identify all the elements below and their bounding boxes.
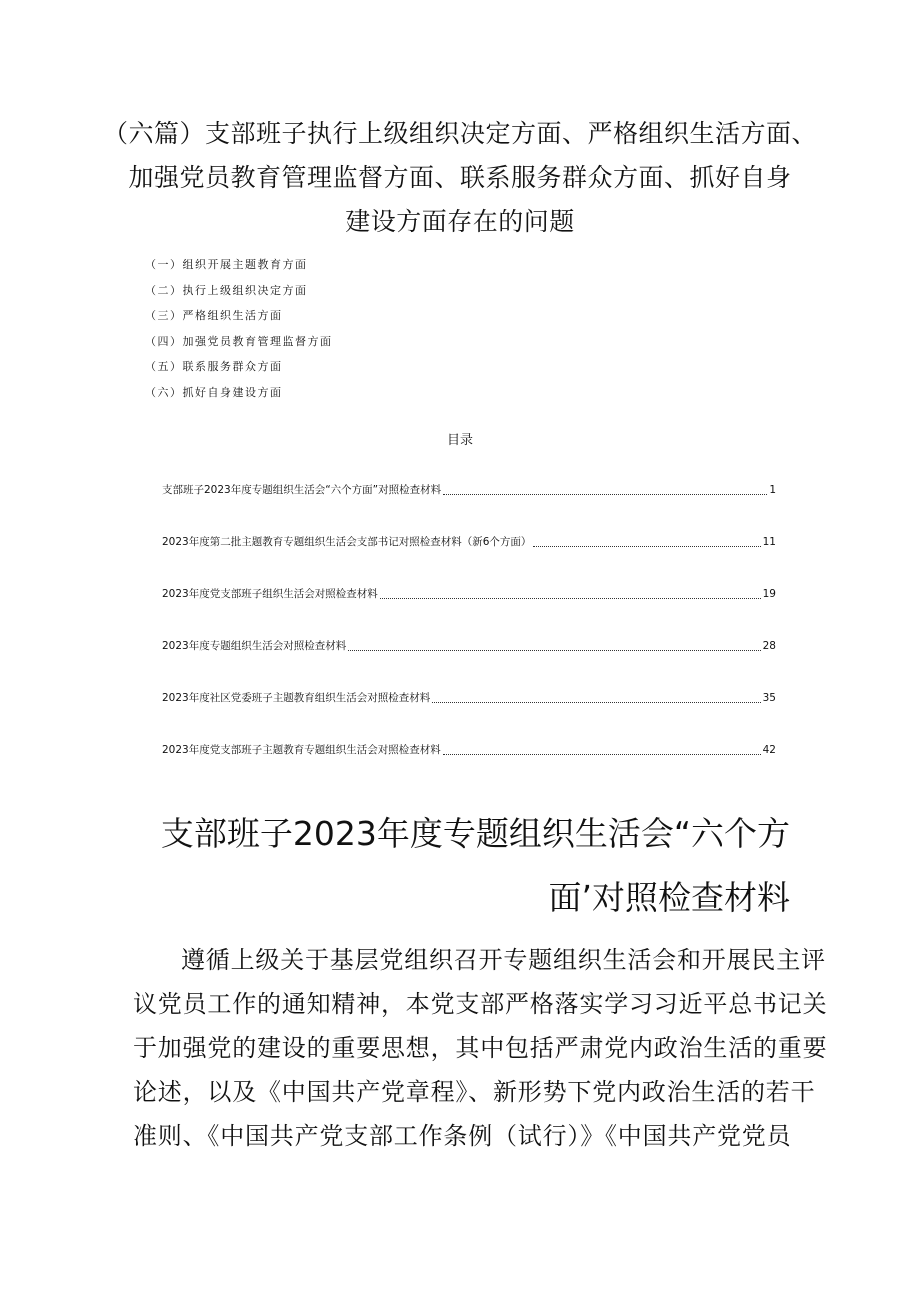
toc-entry-link[interactable] <box>162 584 776 636</box>
toc-entry-title: 2023年度社区党委班子主题教育组织生活会对照检查材料 <box>162 692 431 704</box>
toc-entry-page: 42 <box>762 744 776 756</box>
document-title-line: 建设方面存在的问题 <box>345 207 575 236</box>
section-heading-line: 支部班子2023年度专题组织生活会“六个方 <box>160 814 790 853</box>
toc-entry-page: 11 <box>762 536 776 548</box>
outline-item: （五）联系服务群众方面 <box>145 360 283 373</box>
toc-dot-leader <box>432 694 760 703</box>
toc-dot-leader <box>443 746 761 755</box>
toc-entry-link[interactable] <box>162 480 776 532</box>
toc-entry-title: 2023年度第二批主题教育专题组织生活会支部书记对照检查材料（新6个方面） <box>162 536 532 548</box>
outline-item: （二）执行上级组织决定方面 <box>145 283 308 297</box>
outline-item: （三）严格组织生活方面 <box>145 309 283 322</box>
table-of-contents <box>162 480 776 792</box>
toc-entry-link[interactable] <box>162 740 776 792</box>
toc-entry-title: 2023年度党支部班子组织生活会对照检查材料 <box>162 588 378 600</box>
toc-dot-leader <box>348 642 760 651</box>
toc-dot-leader <box>380 590 761 599</box>
outline-item: （一）组织开展主题教育方面 <box>145 258 308 271</box>
toc-entry-title: 2023年度专题组织生活会对照检查材料 <box>162 640 347 652</box>
toc-entry-page: 1 <box>769 484 776 496</box>
toc-dot-leader <box>533 538 760 547</box>
body-line: 于加强党的建设的重要思想，其中包括严肃党内政治生活的重要 <box>133 1034 828 1062</box>
body-paragraph <box>133 938 828 1158</box>
section-heading-line: 面’对照检查材料 <box>548 878 790 917</box>
toc-dot-leader <box>443 486 767 495</box>
toc-entry-page: 28 <box>762 640 776 652</box>
document-title-line: （六篇）支部班子执行上级组织决定方面、严格组织生活方面、 <box>102 119 817 148</box>
section-heading <box>100 802 790 930</box>
toc-entry-link[interactable] <box>162 688 776 740</box>
outline-item: （六）抓好自身建设方面 <box>145 385 283 399</box>
outline-item: （四）加强党员教育管理监督方面 <box>145 334 333 348</box>
document-title-line: 加强党员教育管理监督方面、联系服务群众方面、抓好自身 <box>128 163 792 192</box>
body-line: 议党员工作的通知精神，本党支部严格落实学习习近平总书记关 <box>133 990 828 1018</box>
body-line: 准则、《中国共产党支部工作条例（试行）》《中国共产党党员 <box>133 1122 792 1150</box>
toc-heading: 目录 <box>446 433 473 448</box>
toc-entry-link[interactable] <box>162 532 776 584</box>
toc-entry-title: 支部班子2023年度专题组织生活会“六个方面”对照检查材料 <box>162 484 442 496</box>
toc-entry-page: 19 <box>762 588 776 600</box>
toc-entry-link[interactable] <box>162 636 776 688</box>
toc-entry-title: 2023年度党支部班子主题教育专题组织生活会对照检查材料 <box>162 744 441 756</box>
toc-entry-page: 35 <box>762 692 776 704</box>
document-title <box>100 112 820 244</box>
body-line: 遵循上级关于基层党组织召开专题组织生活会和开展民主评 <box>181 946 826 974</box>
outline-list <box>145 256 333 409</box>
body-line: 论述，以及《中国共产党章程》、新形势下党内政治生活的若干 <box>133 1078 816 1106</box>
